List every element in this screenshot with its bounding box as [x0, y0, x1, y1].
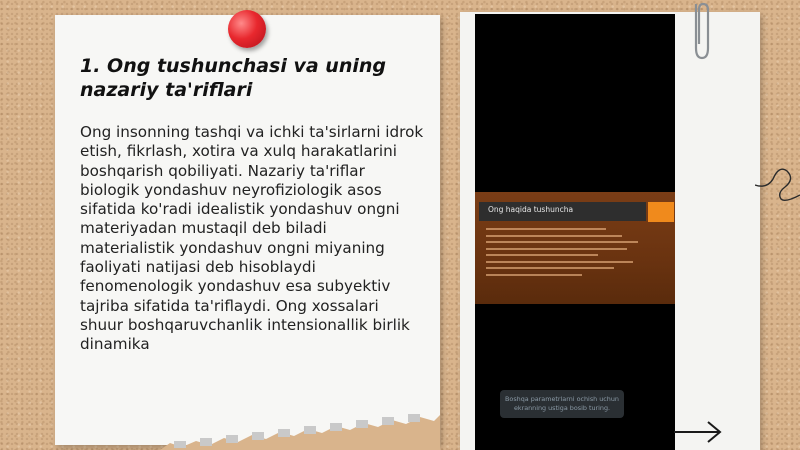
paper-clip-icon	[690, 0, 712, 62]
video-hint-toast: Boshqa parametrlarni ochish uchun ekranning ustiga bosib turing.	[500, 390, 624, 418]
doodle-loop-icon	[755, 155, 800, 205]
thumbnail-blurred-text	[486, 228, 646, 280]
thumbnail-title: Ong haqida tushuncha	[488, 205, 574, 214]
arrow-right-icon	[672, 418, 724, 446]
slide-body-text: Ong insonning tashqi va ichki ta'sirlarni idrok etish, fikrlash, xotira va xulq harakatlarini boshqarish qobiliyati. Nazariy ta'riflar biologik yondashuv neyrofiziologik asos sifatida ko'radi idealistik yondashuv ongni materiyadan mustaqil deb biladi materialistik yondashuv ongni miyaning faoliyati natijasi deb hisoblaydi fenomenologik yondashuv esa subyektiv tajriba sifatida ta'riflaydi. Ong xossalari shuur boshqaruvchanlik intensionallik birlik dinamika	[80, 123, 424, 354]
torn-paper-edge	[160, 405, 440, 450]
slide-title: 1. Ong tushunchasi va uning nazariy ta'riflari	[80, 55, 387, 101]
push-pin-icon	[228, 10, 266, 48]
thumbnail-accent-block	[648, 202, 674, 222]
